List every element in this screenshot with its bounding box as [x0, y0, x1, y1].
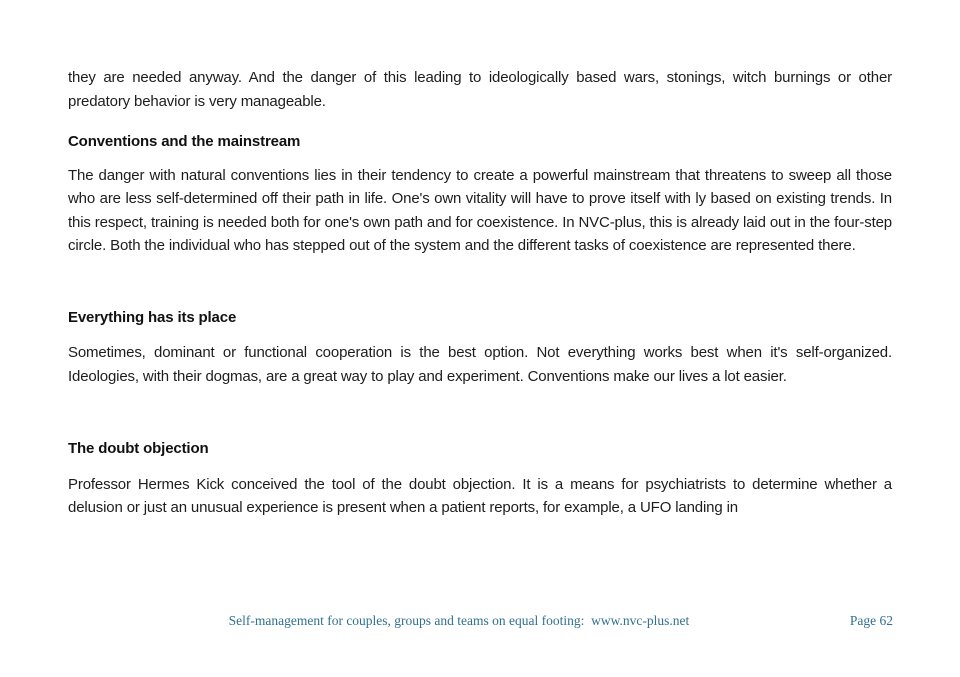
page-content [68, 66, 892, 520]
page-footer [68, 611, 893, 631]
paragraph-continuation: they are needed anyway. And the danger of this leading to ideologically based wars, stonings, witch burnings or other predatory behavior is very manageable. [68, 69, 892, 110]
paragraph-conventions-and-the-mainstream: The danger with natural conventions lies in their tendency to create a powerful mainstream that threatens to sweep all those who are less self-determined off their path in life. One's own vitality will have to prove itself with ly based on existing trends. In this respect, training is needed both for one's own path and for coexistence. In NVC-plus, this is already laid out in the four-step circle. Both the individual who has stepped out of the system and the different tasks of coexistence are represented there. [68, 166, 892, 254]
section-heading-the-doubt-objection: The doubt objection [68, 440, 209, 457]
section-heading-everything-has-its-place: Everything has its place [68, 308, 237, 326]
page-number: Page 62 [849, 613, 893, 628]
paragraph-the-doubt-objection: Professor Hermes Kick conceived the tool of the doubt objection. It is a means for psychiatrists to determine whether a delusion or just an unusual experience is present when a patient reports, for example, a UFO landing in [68, 475, 892, 516]
footer-title: Self-management for couples, groups and teams on equal footing: www.nvc-plus.net [228, 613, 690, 628]
paragraph-everything-has-its-place: Sometimes, dominant or functional cooperation is the best option. Not everything works best when it's self-organized. Ideologies, with their dogmas, are a great way to play and experiment. Conventions make our lives a lot easier. [68, 344, 892, 385]
section-heading-conventions-and-the-mainstream: Conventions and the mainstream [68, 133, 301, 150]
